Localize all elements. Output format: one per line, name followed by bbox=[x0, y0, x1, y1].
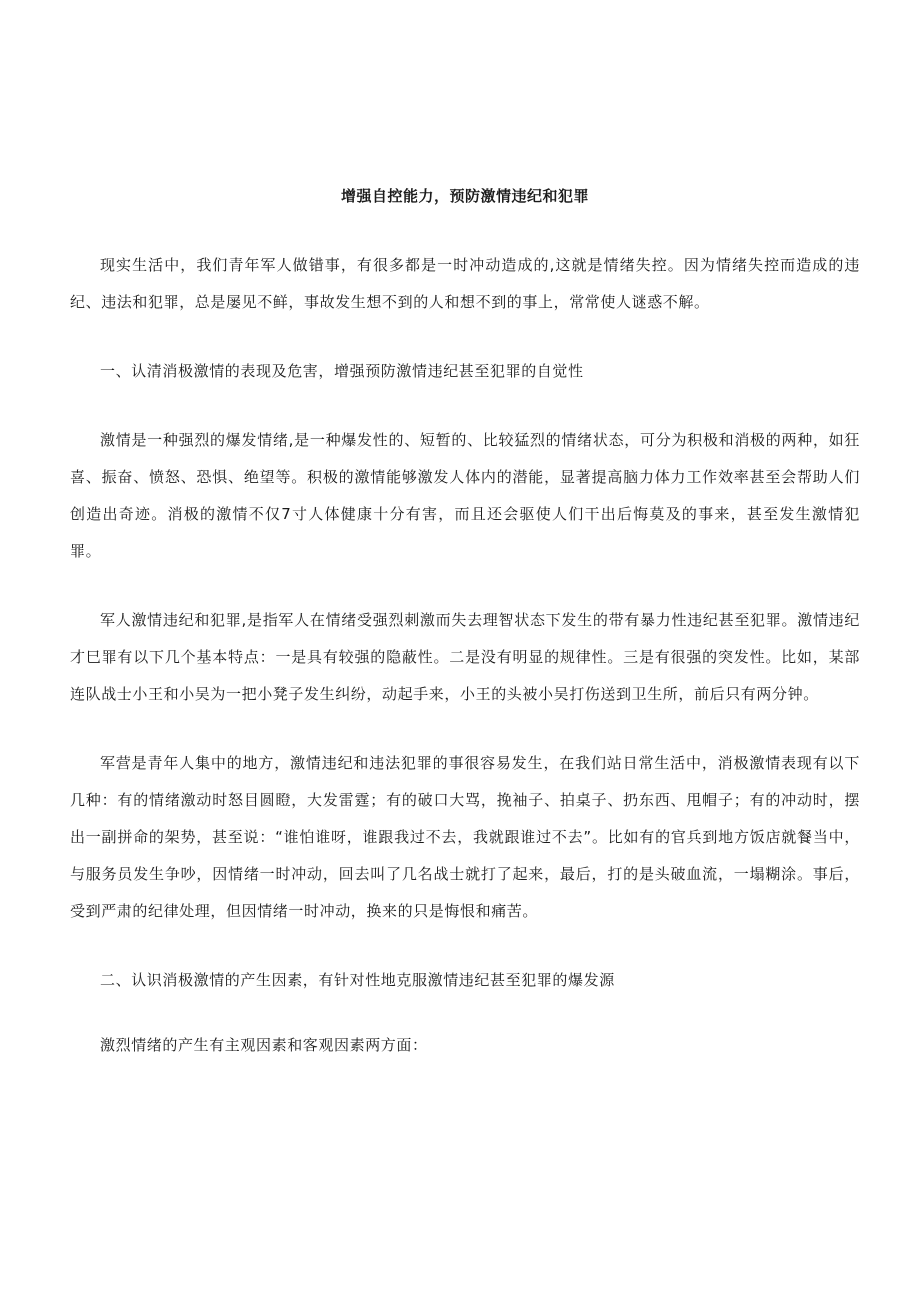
section-heading-2: 二、认识消极激情的产生因素，有针对性地克服激情违纪甚至犯罪的爆发源 bbox=[100, 971, 615, 989]
section-heading-1: 一、认清消极激情的表现及危害，增强预防激情违纪甚至犯罪的自觉性 bbox=[100, 362, 584, 380]
intro-paragraph: 现实生活中，我们青年军人做错事，有很多都是一时冲动造成的,这就是情绪失控。因为情绪失控而造成的违纪、违法和犯罪，总是屡见不鲜，事故发生想不到的人和想不到的事上，常常使人谜惑不解。 bbox=[70, 256, 860, 311]
document-title: 增强自控能力，预防激情违纪和犯罪 bbox=[340, 187, 589, 205]
body-paragraph-passion-definition: 激情是一种强烈的爆发情绪,是一种爆发性的、短暂的、比较猛烈的情绪状态，可分为积极和消极的两种，如狂喜、振奋、愤怒、恐惧、绝望等。积极的激情能够激发人体内的潜能，显著提高脑力体力工作效率甚至会帮助人们创造出奇迹。消极的激情不仅7寸人体健康十分有害，而且还会驱使人们干出后悔莫及的事来，甚至发生激情犯罪。 bbox=[70, 431, 860, 560]
body-paragraph-military-passion: 军人激情违纪和犯罪,是指军人在情绪受强烈刺激而失去理智状态下发生的带有暴力性违纪甚至犯罪。激情违纪才巳罪有以下几个基本特点：一是具有较强的隐蔽性。二是没有明显的规律性。三是有很强的突发性。比如，某部连队战士小王和小吴为一把小凳子发生纠纷，动起手来，小王的头被小吴打伤送到卫生所，前后只有两分钟。 bbox=[70, 611, 860, 703]
body-paragraph-barracks: 军营是青年人集中的地方，激情违纪和违法犯罪的事很容易发生，在我们站日常生活中，消极激情表现有以下几种：有的情绪激动时怒目圆瞪，大发雷霆；有的破口大骂，挽袖子、拍桌子、扔东西、甩帽子；有的冲动时，摆出一副拼命的架势，甚至说：“谁怕谁呀，谁跟我过不去，我就跟谁过不去”。比如有的官兵到地方饭店就餐当中，与服务员发生争吵，因情绪一时冲动，回去叫了几名战士就打了起来，最后，打的是头破血流，一塌糊涂。事后，受到严肃的纪律处理，但因情绪一时冲动，换来的只是悔恨和痛苦。 bbox=[70, 754, 860, 920]
document-body bbox=[70, 181, 860, 1064]
body-paragraph-factors: 激烈情绪的产生有主观因素和客观因素两方面： bbox=[100, 1036, 428, 1054]
